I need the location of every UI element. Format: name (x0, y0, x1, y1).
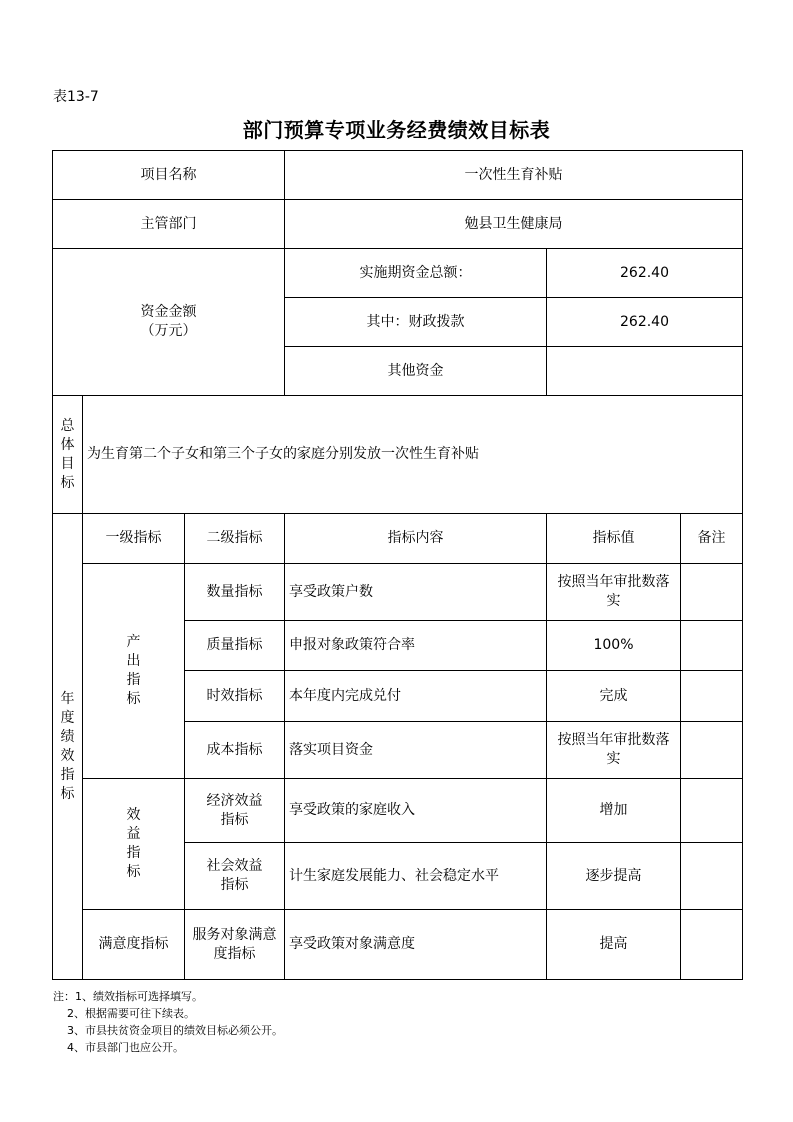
indicator-level2 (185, 843, 285, 910)
indicator-remark (681, 779, 743, 843)
indicator-value: 增加 (547, 779, 681, 843)
project-name-value: 一次性生育补贴 (285, 151, 743, 200)
indicator-level2-text: 社会效益指标 (206, 858, 263, 893)
header-level2: 二级指标 (185, 514, 285, 564)
footnotes (53, 988, 283, 1056)
indicator-content: 本年度内完成兑付 (285, 671, 547, 722)
overall-goal-text: 为生育第二个子女和第三个子女的家庭分别发放一次性生育补贴 (83, 396, 743, 514)
annual-indicator-label (53, 514, 83, 980)
indicator-level2-text: 服务对象满意度指标 (192, 926, 277, 962)
table-number: 表13-7 (53, 89, 99, 105)
indicator-level2: 质量指标 (185, 621, 285, 671)
other-funds-value (547, 347, 743, 396)
indicator-value: 完成 (547, 671, 681, 722)
funds-label-line1: 资金金额 (140, 304, 197, 320)
funds-label (53, 249, 285, 396)
indicator-remark (681, 671, 743, 722)
indicator-content: 享受政策户数 (285, 564, 547, 621)
total-funds-value: 262.40 (547, 249, 743, 298)
indicator-level2: 数量指标 (185, 564, 285, 621)
overall-goal-label-text: 总体目标 (60, 417, 75, 491)
output-group-label-text: 产出指标 (126, 634, 141, 707)
output-group-label (83, 564, 185, 779)
overall-goal-label (53, 396, 83, 514)
project-name-label: 项目名称 (53, 151, 285, 200)
indicator-content: 落实项目资金 (285, 722, 547, 779)
annual-indicator-label-text: 年度绩效指标 (60, 690, 75, 802)
benefit-group-label (83, 779, 185, 910)
benefit-group-label-text: 效益指标 (126, 807, 141, 880)
indicator-content: 计生家庭发展能力、社会稳定水平 (285, 843, 547, 910)
indicator-content: 享受政策对象满意度 (285, 910, 547, 980)
fiscal-funds-label: 其中：财政拨款 (285, 298, 547, 347)
dept-label: 主管部门 (53, 200, 285, 249)
fiscal-funds-value: 262.40 (547, 298, 743, 347)
footnote-line: 3、市县扶贫资金项目的绩效目标必须公开。 (53, 1024, 283, 1037)
satisfaction-group-label: 满意度指标 (83, 910, 185, 980)
indicator-remark (681, 843, 743, 910)
indicator-content: 申报对象政策符合率 (285, 621, 547, 671)
indicator-value: 按照当年审批数落实 (547, 564, 681, 621)
dept-value: 勉县卫生健康局 (285, 200, 743, 249)
total-funds-label: 实施期资金总额： (285, 249, 547, 298)
indicator-value: 提高 (547, 910, 681, 980)
indicator-level2 (185, 910, 285, 980)
header-value: 指标值 (547, 514, 681, 564)
indicator-remark (681, 621, 743, 671)
header-level1: 一级指标 (83, 514, 185, 564)
indicator-level2-text: 经济效益指标 (206, 792, 263, 828)
indicator-remark (681, 722, 743, 779)
footnote-line: 注：1、绩效指标可选择填写。 (53, 990, 203, 1003)
indicator-value: 逐步提高 (547, 843, 681, 910)
indicator-value: 按照当年审批数落实 (547, 722, 681, 779)
performance-target-table (52, 150, 743, 980)
indicator-remark (681, 564, 743, 621)
funds-label-line2: （万元） (140, 323, 197, 339)
indicator-level2: 成本指标 (185, 722, 285, 779)
indicator-value: 100% (547, 621, 681, 671)
indicator-level2 (185, 779, 285, 843)
other-funds-label: 其他资金 (285, 347, 547, 396)
header-remark: 备注 (681, 514, 743, 564)
page-title: 部门预算专项业务经费绩效目标表 (242, 118, 551, 142)
footnote-line: 4、市县部门也应公开。 (53, 1041, 184, 1054)
indicator-content: 享受政策的家庭收入 (285, 779, 547, 843)
indicator-level2: 时效指标 (185, 671, 285, 722)
header-content: 指标内容 (285, 514, 547, 564)
footnote-line: 2、根据需要可往下续表。 (53, 1007, 195, 1020)
indicator-remark (681, 910, 743, 980)
